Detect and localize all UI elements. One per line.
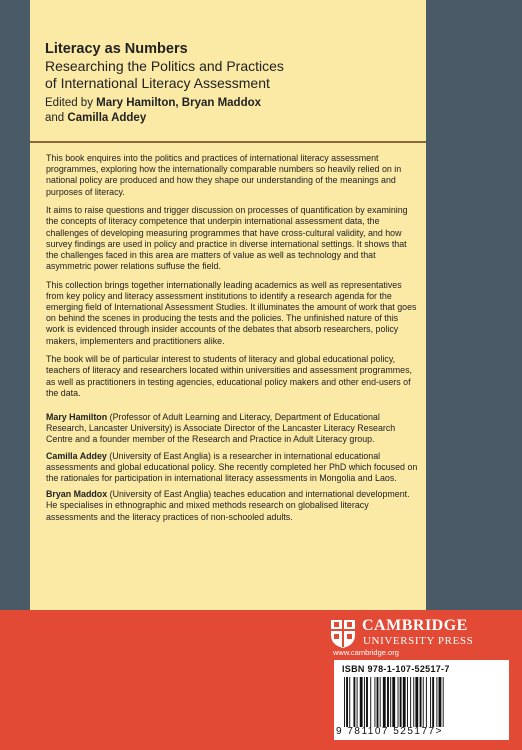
barcode-bar bbox=[420, 677, 422, 727]
barcode-bar bbox=[443, 677, 444, 727]
editors-prefix: Edited by bbox=[45, 97, 97, 109]
bio-camilla-addey bbox=[46, 451, 418, 485]
barcode-bar bbox=[370, 677, 371, 727]
publisher-url: www.cambridge.org bbox=[333, 648, 399, 657]
book-title: Literacy as Numbers bbox=[45, 41, 188, 57]
blurb-paragraph-2: It aims to raise questions and trigger discussion on processes of quantification by examining the concepts of literacy competence that underpin international assessment data, the challenges of developing measuring programmes that have cross-cultural validity, and how survey findings are used in policy and practice in diverse international settings. It shows that the challenges faced in this area are matters of value as well as technology and that asymmetric power relations suffuse the field. bbox=[46, 205, 408, 272]
editors-names-2: Camilla Addey bbox=[67, 112, 147, 124]
barcode-bar bbox=[360, 677, 363, 727]
barcode-bar bbox=[346, 677, 348, 727]
barcode-bar bbox=[432, 677, 434, 727]
barcode-bar bbox=[392, 677, 395, 727]
bio-text: (University of East Anglia) is a researcher in international educational assessments and global educational policy. She recently completed her PhD which focused on the rationales for participation in international literacy assessments in Mongolia and Laos. bbox=[46, 450, 418, 483]
barcode-bar bbox=[400, 677, 402, 727]
bio-mary-hamilton bbox=[46, 412, 418, 446]
blurb bbox=[46, 153, 418, 528]
barcode-bar bbox=[377, 677, 379, 727]
bio-bryan-maddox bbox=[46, 489, 418, 523]
blurb-paragraph-1: This book enquires into the politics and practices of international literacy assessment programmes, exploring how the internationally comparable numbers so heavily relied on in national policy are produced and how they shape our understanding of the meanings and purposes of literacy. bbox=[46, 153, 402, 197]
blurb-paragraph-3: This collection brings together internationally leading academics as well as representatives from key policy and literacy assessment institutions to identify a research agenda for the emerging field of International Assessment Studies. It illuminates the amount of work that goes on behind the scenes in producing the tests and the policies. The unfinished nature of this work is evidenced through insider accounts of the debates that absorb researchers, policy makers, implementers and practitioners alike. bbox=[46, 279, 417, 346]
publisher-name: CAMBRIDGE bbox=[362, 617, 468, 634]
bio-name: Camilla Addey bbox=[46, 450, 107, 461]
barcode-bar bbox=[353, 677, 355, 727]
header-block bbox=[45, 40, 415, 126]
text-panel bbox=[30, 0, 426, 610]
book-subtitle-line2: of International Literacy Assessment bbox=[45, 75, 270, 91]
barcode-bar bbox=[403, 677, 406, 727]
barcode-bar bbox=[366, 677, 368, 727]
editors bbox=[45, 96, 415, 126]
barcode-bar bbox=[390, 677, 391, 727]
barcode-bar bbox=[374, 677, 375, 727]
editors-and: and bbox=[45, 112, 68, 124]
bio-name: Mary Hamilton bbox=[46, 411, 108, 422]
isbn-label: ISBN 978-1-107-52517-7 bbox=[342, 664, 450, 674]
barcode-bar bbox=[407, 677, 408, 727]
blurb-paragraph-4: The book will be of particular interest to students of literacy and global educational policy, teachers of literacy and researchers located within universities and assessment programmes, as well as practitioners in testing agencies, educational policy makers and other end-users of the data. bbox=[46, 354, 413, 398]
barcode-bar bbox=[364, 677, 365, 727]
barcode-digits: 9 781107 525177> bbox=[336, 726, 443, 737]
divider-line bbox=[30, 141, 426, 143]
barcode-bar bbox=[383, 677, 386, 727]
barcode-bar bbox=[436, 677, 437, 727]
barcode-bar bbox=[413, 677, 414, 727]
barcode-bar bbox=[426, 677, 427, 727]
barcode-bar bbox=[430, 677, 431, 727]
bio-text: (University of East Anglia) teaches education and international development. He specialises in ethnographic and mixed methods research on globalised literacy assessments and the literacy practices of non-schooled adults. bbox=[46, 489, 410, 522]
barcode-box bbox=[334, 660, 509, 740]
barcode-bar bbox=[349, 677, 350, 727]
editors-names-1: Mary Hamilton, Bryan Maddox bbox=[96, 97, 262, 109]
barcode-bar bbox=[439, 677, 442, 727]
barcode-bar bbox=[398, 677, 399, 727]
bio-name: Bryan Maddox bbox=[46, 489, 108, 500]
barcode-bar bbox=[410, 677, 411, 727]
barcode-bar bbox=[423, 677, 424, 727]
bio-text: (Professor of Adult Learning and Literacy, Department of Educational Research, Lancaster University) is Associate Director of the Lancaster Literacy Research Centre and a founder member of the Research and Practice in Adult Literacy group. bbox=[46, 411, 396, 445]
barcode-bar bbox=[344, 677, 345, 727]
book-subtitle-line1: Researching the Politics and Practices bbox=[45, 58, 284, 74]
university-crest-icon bbox=[330, 619, 356, 649]
barcode-bar bbox=[357, 677, 358, 727]
publisher-press: UNIVERSITY PRESS bbox=[363, 635, 474, 647]
barcode-bar bbox=[380, 677, 381, 727]
barcode-bars bbox=[342, 677, 502, 727]
barcode-bar bbox=[387, 677, 389, 727]
barcode-bar bbox=[415, 677, 418, 727]
